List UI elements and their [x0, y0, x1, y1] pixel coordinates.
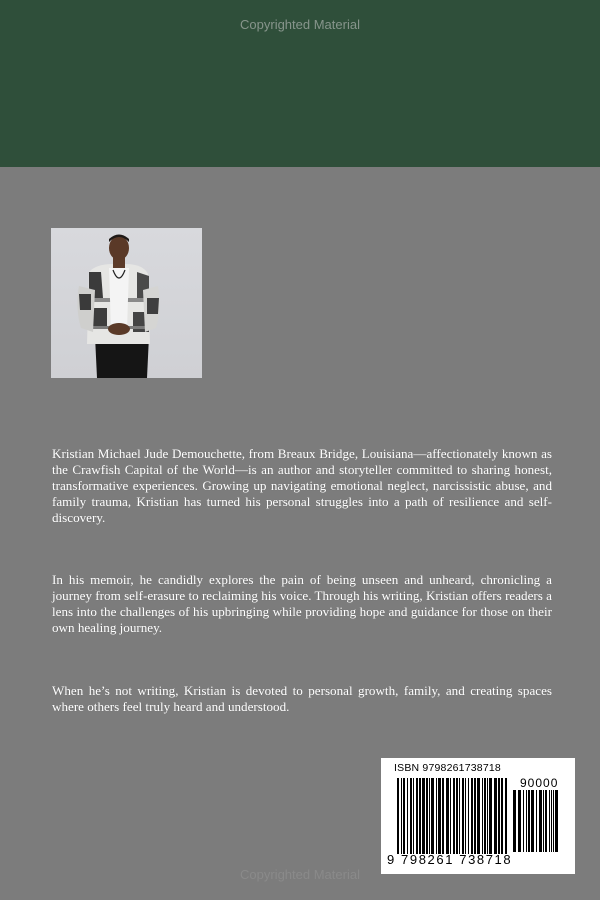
barcode-bar	[523, 790, 524, 852]
barcode-bar	[456, 778, 458, 854]
barcode-bar	[536, 790, 537, 852]
barcode-bar	[403, 778, 405, 854]
barcode-bar	[553, 790, 554, 852]
barcode-bar	[518, 790, 521, 852]
barcode-bar	[459, 778, 460, 854]
barcode-bar	[416, 778, 418, 854]
barcode-bar	[543, 790, 544, 852]
barcode-bar	[489, 778, 492, 854]
barcode-bar	[477, 778, 480, 854]
barcode-bar	[431, 778, 434, 854]
barcode-bar	[429, 778, 430, 854]
barcode-bar	[545, 790, 547, 852]
barcode-bar	[465, 778, 466, 854]
isbn-barcode	[381, 758, 575, 874]
barcode-bar	[450, 778, 451, 854]
bio-paragraph-3: When he’s not writing, Kristian is devoted to personal growth, family, and creating spaces where others feel truly heard and understood.	[52, 683, 552, 714]
ean-barcode-bars	[397, 778, 509, 854]
barcode-bar	[462, 778, 464, 854]
barcode-bar	[531, 790, 534, 852]
barcode-bar	[453, 778, 455, 854]
addon-barcode-bars	[513, 790, 563, 852]
barcode-bar	[436, 778, 437, 854]
ean-digits: 9 798261 738718	[387, 852, 513, 867]
barcode-bar	[498, 778, 500, 854]
barcode-bar	[551, 790, 552, 852]
bio-paragraph-2: In his memoir, he candidly explores the pain of being unseen and unheard, chronicling a journey from self-erasure to reclaiming his voice. Through his writing, Kristian offers readers a lens into the challenges of his upbringing while providing hope and guidance for those on their own healing journey.	[52, 572, 552, 635]
barcode-bar	[419, 778, 421, 854]
barcode-bar	[526, 790, 527, 852]
price-code: 90000	[520, 776, 559, 790]
barcode-bar	[407, 778, 408, 854]
barcode-bar	[422, 778, 425, 854]
barcode-bar	[513, 790, 516, 852]
barcode-bar	[468, 778, 469, 854]
barcode-bar	[426, 778, 428, 854]
barcode-bar	[471, 778, 473, 854]
watermark-top: Copyrighted Material	[240, 17, 360, 32]
barcode-bar	[494, 778, 497, 854]
barcode-bar	[474, 778, 476, 854]
barcode-bar	[442, 778, 444, 854]
barcode-bar	[413, 778, 414, 854]
barcode-bar	[505, 778, 507, 854]
barcode-bar	[501, 778, 503, 854]
barcode-bar	[438, 778, 441, 854]
barcode-bar	[555, 790, 558, 852]
barcode-bar	[397, 778, 399, 854]
watermark-bottom: Copyrighted Material	[240, 867, 360, 882]
isbn-label: ISBN 9798261738718	[394, 762, 501, 774]
barcode-bar	[528, 790, 530, 852]
barcode-bar	[484, 778, 486, 854]
author-photo	[51, 228, 202, 378]
barcode-bar	[487, 778, 488, 854]
barcode-bar	[549, 790, 550, 852]
bio-paragraph-1: Kristian Michael Jude Demouchette, from Breaux Bridge, Louisiana—affectionately known as the Crawfish Capital of the World—is an author and storyteller committed to sharing honest, transformative experiences. Growing up navigating emotional neglect, narcissistic abuse, and family trauma, Kristian has turned his personal struggles into a path of resilience and self-discovery.	[52, 446, 552, 525]
barcode-bar	[539, 790, 542, 852]
barcode-bar	[410, 778, 412, 854]
barcode-bar	[446, 778, 449, 854]
barcode-bar	[482, 778, 483, 854]
barcode-bar	[401, 778, 402, 854]
